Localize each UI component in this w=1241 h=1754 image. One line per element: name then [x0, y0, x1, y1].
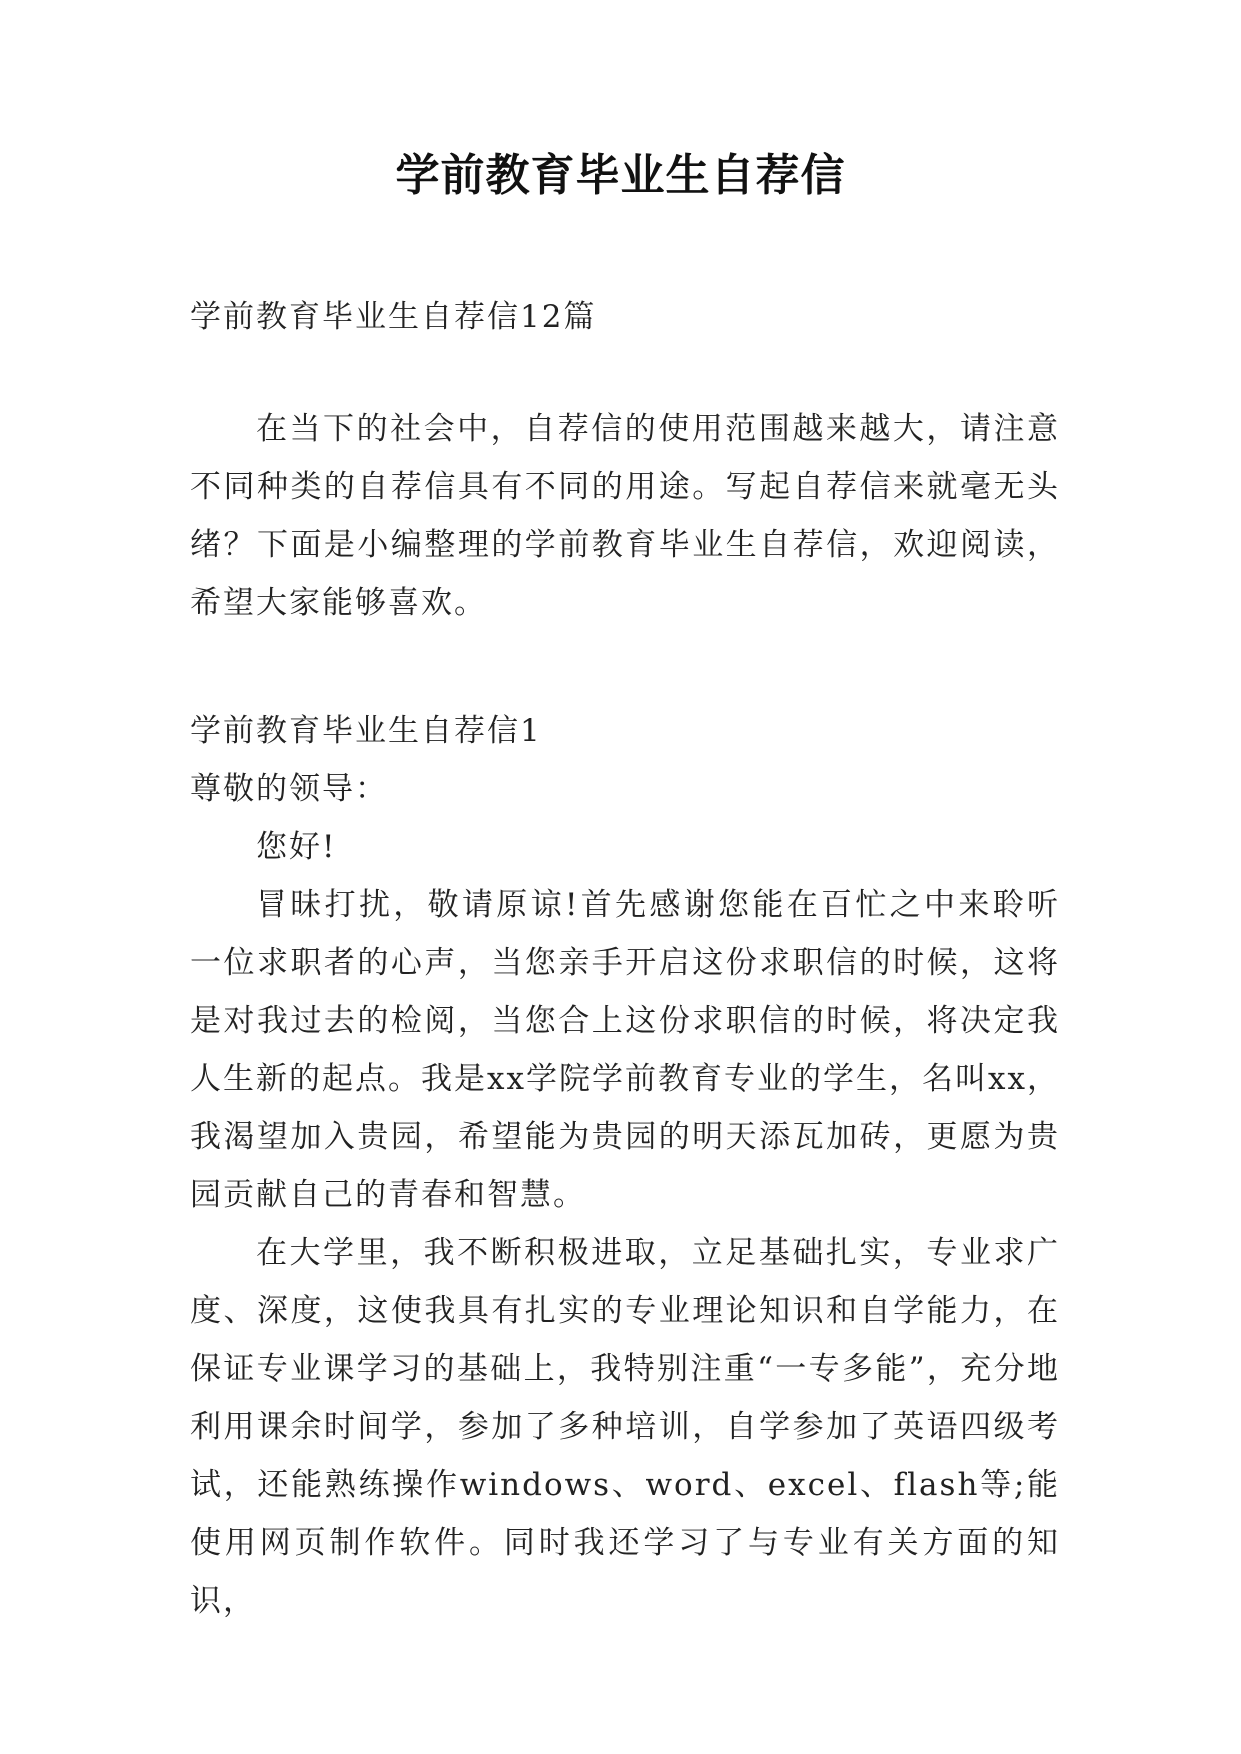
letter-greeting: 您好! [256, 829, 337, 865]
document-subtitle: 学前教育毕业生自荐信12篇 [190, 299, 597, 335]
letter-salutation: 尊敬的领导： [190, 771, 388, 807]
letter-paragraph: 冒昧打扰，敬请原谅!首先感谢您能在百忙之中来聆听一位求职者的心声，当您亲手开启这份求职信的时候，这将是对我过去的检阅，当您合上这份求职信的时候，将决定我人生新的起点。我是xx学院学前教育专业的学生，名叫xx，我渴望加入贵园，希望能为贵园的明天添瓦加砖，更愿为贵园贡献自己的青春和智慧。 [190, 887, 1060, 1213]
letter-heading: 学前教育毕业生自荐信1 [190, 713, 542, 749]
document-title: 学前教育毕业生自荐信 [395, 150, 846, 201]
letter-paragraph: 在大学里，我不断积极进取，立足基础扎实，专业求广度、深度，这使我具有扎实的专业理论知识和自学能力，在保证专业课学习的基础上，我特别注重“一专多能”，充分地利用课余时间学，参加了多种培训，自学参加了英语四级考试，还能熟练操作windows、word、excel、flash等;能使用网页制作软件。同时我还学习了与专业有关方面的知识， [190, 1235, 1060, 1619]
intro-paragraph: 在当下的社会中，自荐信的使用范围越来越大，请注意不同种类的自荐信具有不同的用途。写起自荐信来就毫无头绪？下面是小编整理的学前教育毕业生自荐信，欢迎阅读，希望大家能够喜欢。 [190, 411, 1060, 621]
